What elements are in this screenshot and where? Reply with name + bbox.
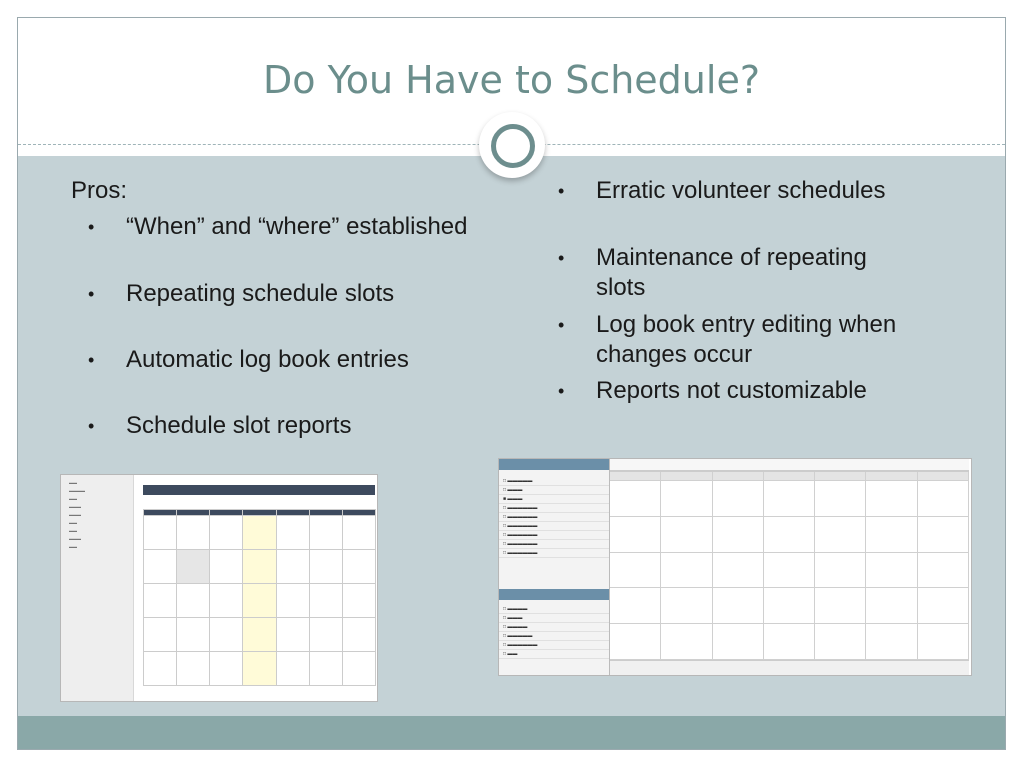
bullet-icon: • <box>88 416 95 436</box>
bullet-icon: • <box>558 248 565 268</box>
bullet-icon: • <box>88 284 95 304</box>
month-grid-screenshot <box>498 458 972 676</box>
my-schedule-screenshot <box>60 474 378 702</box>
bullet-icon: • <box>88 217 95 237</box>
bullet-icon: • <box>558 381 565 401</box>
bullet-icon: • <box>558 315 565 335</box>
screenshot-filter-panel: □ ▬▬▬▬▬ □ ▬▬▬ ■ ▬▬▬ □ ▬▬▬▬▬▬ □ ▬▬▬▬▬▬ □ ▬▬▬▬▬▬ □ ▬▬▬▬▬▬ □ ▬▬▬▬▬▬ □ ▬▬▬▬▬▬ □ ▬▬▬▬ □ ▬▬▬ □ ▬▬▬▬ □ ▬▬▬▬▬ □ ▬▬▬▬▬▬ □ ▬▬ <box>499 459 610 675</box>
screenshot-toolbar <box>610 459 969 471</box>
bullet-icon: • <box>88 350 95 370</box>
bottom-band <box>18 716 1005 750</box>
circle-ornament-icon <box>479 112 545 178</box>
screenshot-header <box>143 485 375 495</box>
screenshot-footer <box>610 660 969 675</box>
pros-heading: Pros: <box>71 177 128 204</box>
screenshot-sidebar: ▬▬ ▬▬▬▬ ▬▬ ▬▬▬ ▬▬▬ ▬▬ ▬▬ ▬▬▬ ▬▬ <box>61 475 134 701</box>
slide-title: Do You Have to Schedule? <box>263 58 760 102</box>
screenshot-month-grid <box>610 471 969 660</box>
screenshot-calendar-grid <box>143 509 376 686</box>
bullet-icon: • <box>558 181 565 201</box>
